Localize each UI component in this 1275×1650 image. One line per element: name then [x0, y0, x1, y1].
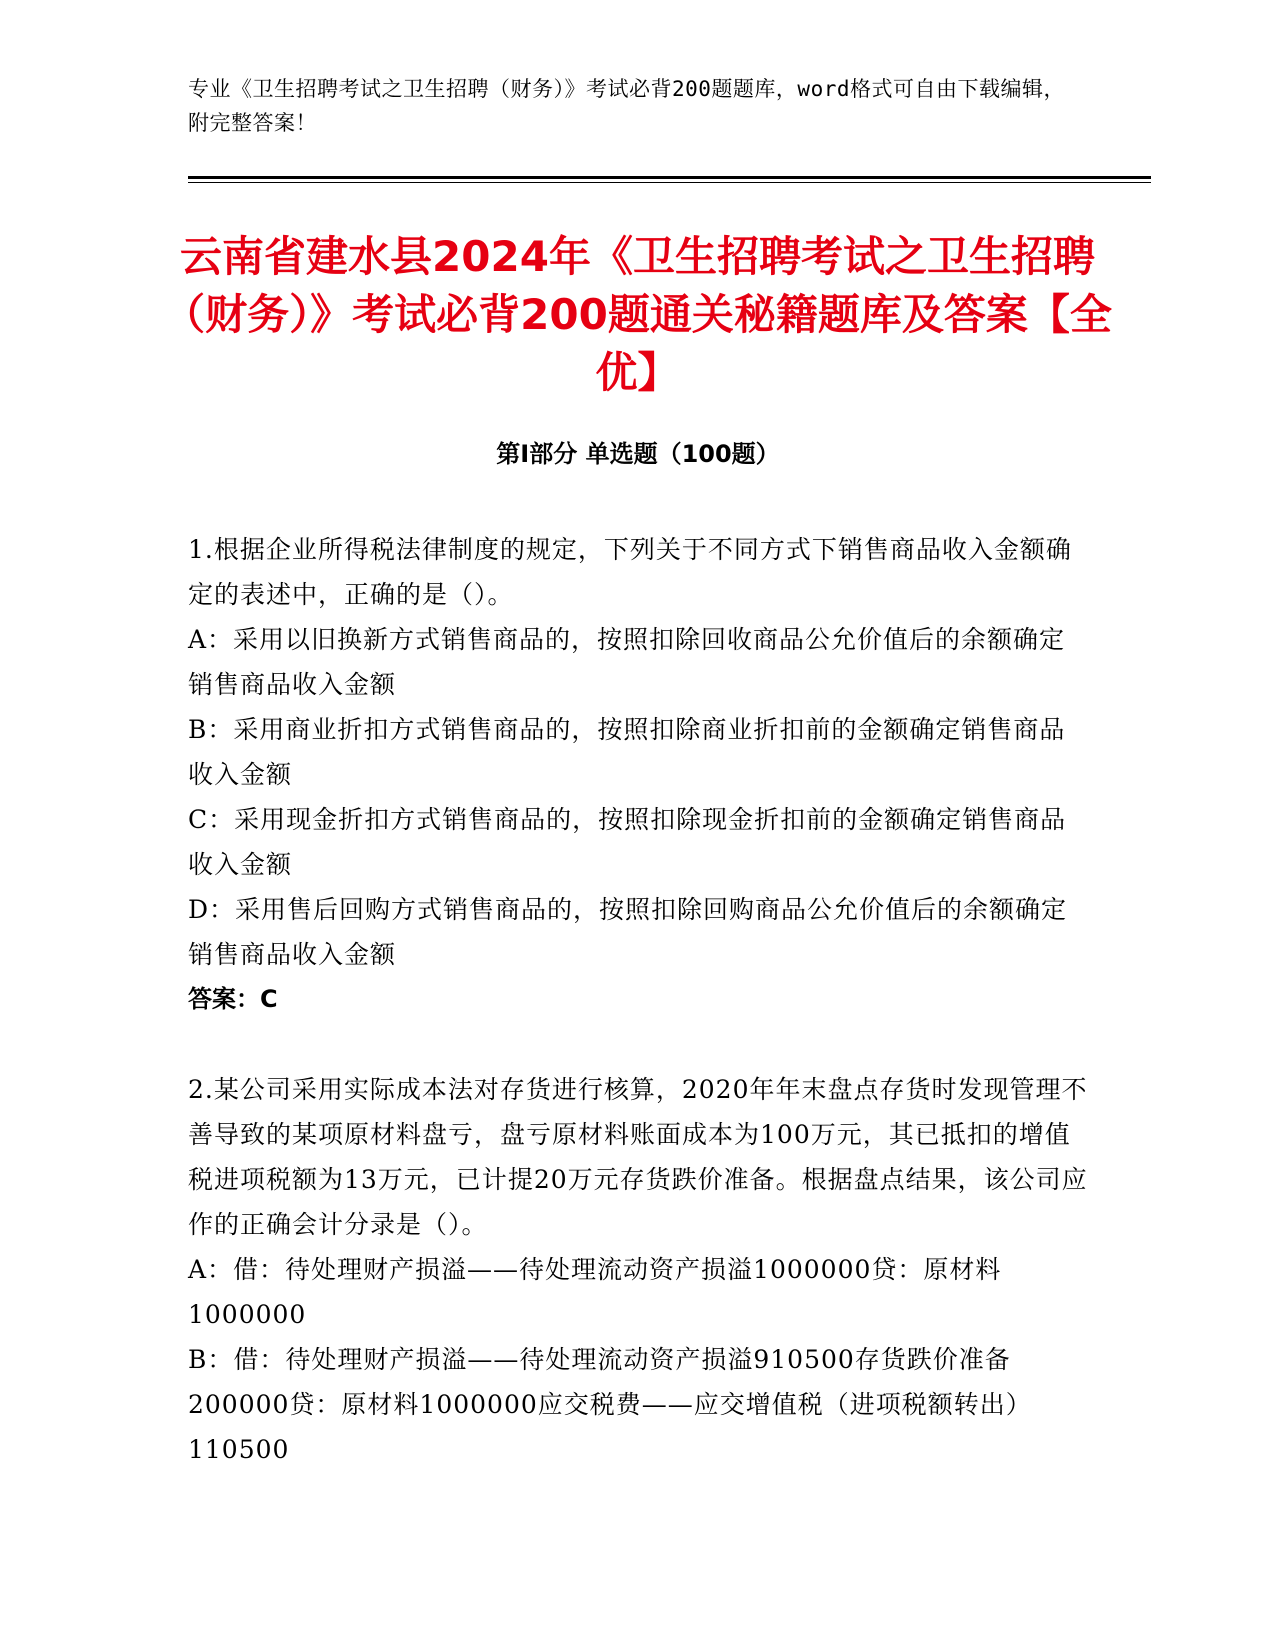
header-divider-thick: [188, 176, 1151, 179]
section-heading: 第Ⅰ部分 单选题（100题）: [496, 440, 780, 468]
question-stem: 1.根据企业所得税法律制度的规定，下列关于不同方式下销售商品收入金额确定的表述中，正确的是（）。: [188, 535, 1072, 609]
option-a: A：借：待处理财产损溢——待处理流动资产损溢1000000贷：原材料1000000: [188, 1255, 1002, 1329]
option-d: D：采用售后回购方式销售商品的，按照扣除回购商品公允价值后的余额确定销售商品收入金额: [188, 895, 1068, 969]
question-list: [188, 527, 1088, 1472]
question-stem: 2.某公司采用实际成本法对存货进行核算，2020年年末盘点存货时发现管理不善导致的某项原材料盘亏，盘亏原材料账面成本为100万元，其已抵扣的增值税进项税额为13万元，已计提20万元存货跌价准备。根据盘点结果，该公司应作的正确会计分录是（）。: [188, 1075, 1088, 1239]
option-b: B：采用商业折扣方式销售商品的，按照扣除商业折扣前的金额确定销售商品收入金额: [188, 715, 1066, 789]
question-spacer: [188, 1022, 1088, 1067]
header-note: 专业《卫生招聘考试之卫生招聘（财务）》考试必背200题题库，word格式可自由下载编辑，附完整答案！: [188, 77, 1065, 135]
option-c: C：采用现金折扣方式销售商品的，按照扣除现金折扣前的金额确定销售商品收入金额: [188, 805, 1067, 879]
option-b: B：借：待处理财产损溢——待处理流动资产损溢910500存货跌价准备200000贷：原材料1000000应交税费——应交增值税（进项税额转出）110500: [188, 1345, 1032, 1464]
question-2: [188, 1067, 1088, 1472]
question-1: [188, 527, 1088, 1022]
answer-line: 答案：C: [188, 985, 278, 1013]
header-divider-thin: [188, 182, 1151, 183]
document-title: 云南省建水县2024年《卫生招聘考试之卫生招聘（财务）》考试必背200题通关秘籍题库及答案【全优】: [163, 232, 1112, 397]
option-a: A：采用以旧换新方式销售商品的，按照扣除回收商品公允价值后的余额确定销售商品收入金额: [188, 625, 1066, 699]
